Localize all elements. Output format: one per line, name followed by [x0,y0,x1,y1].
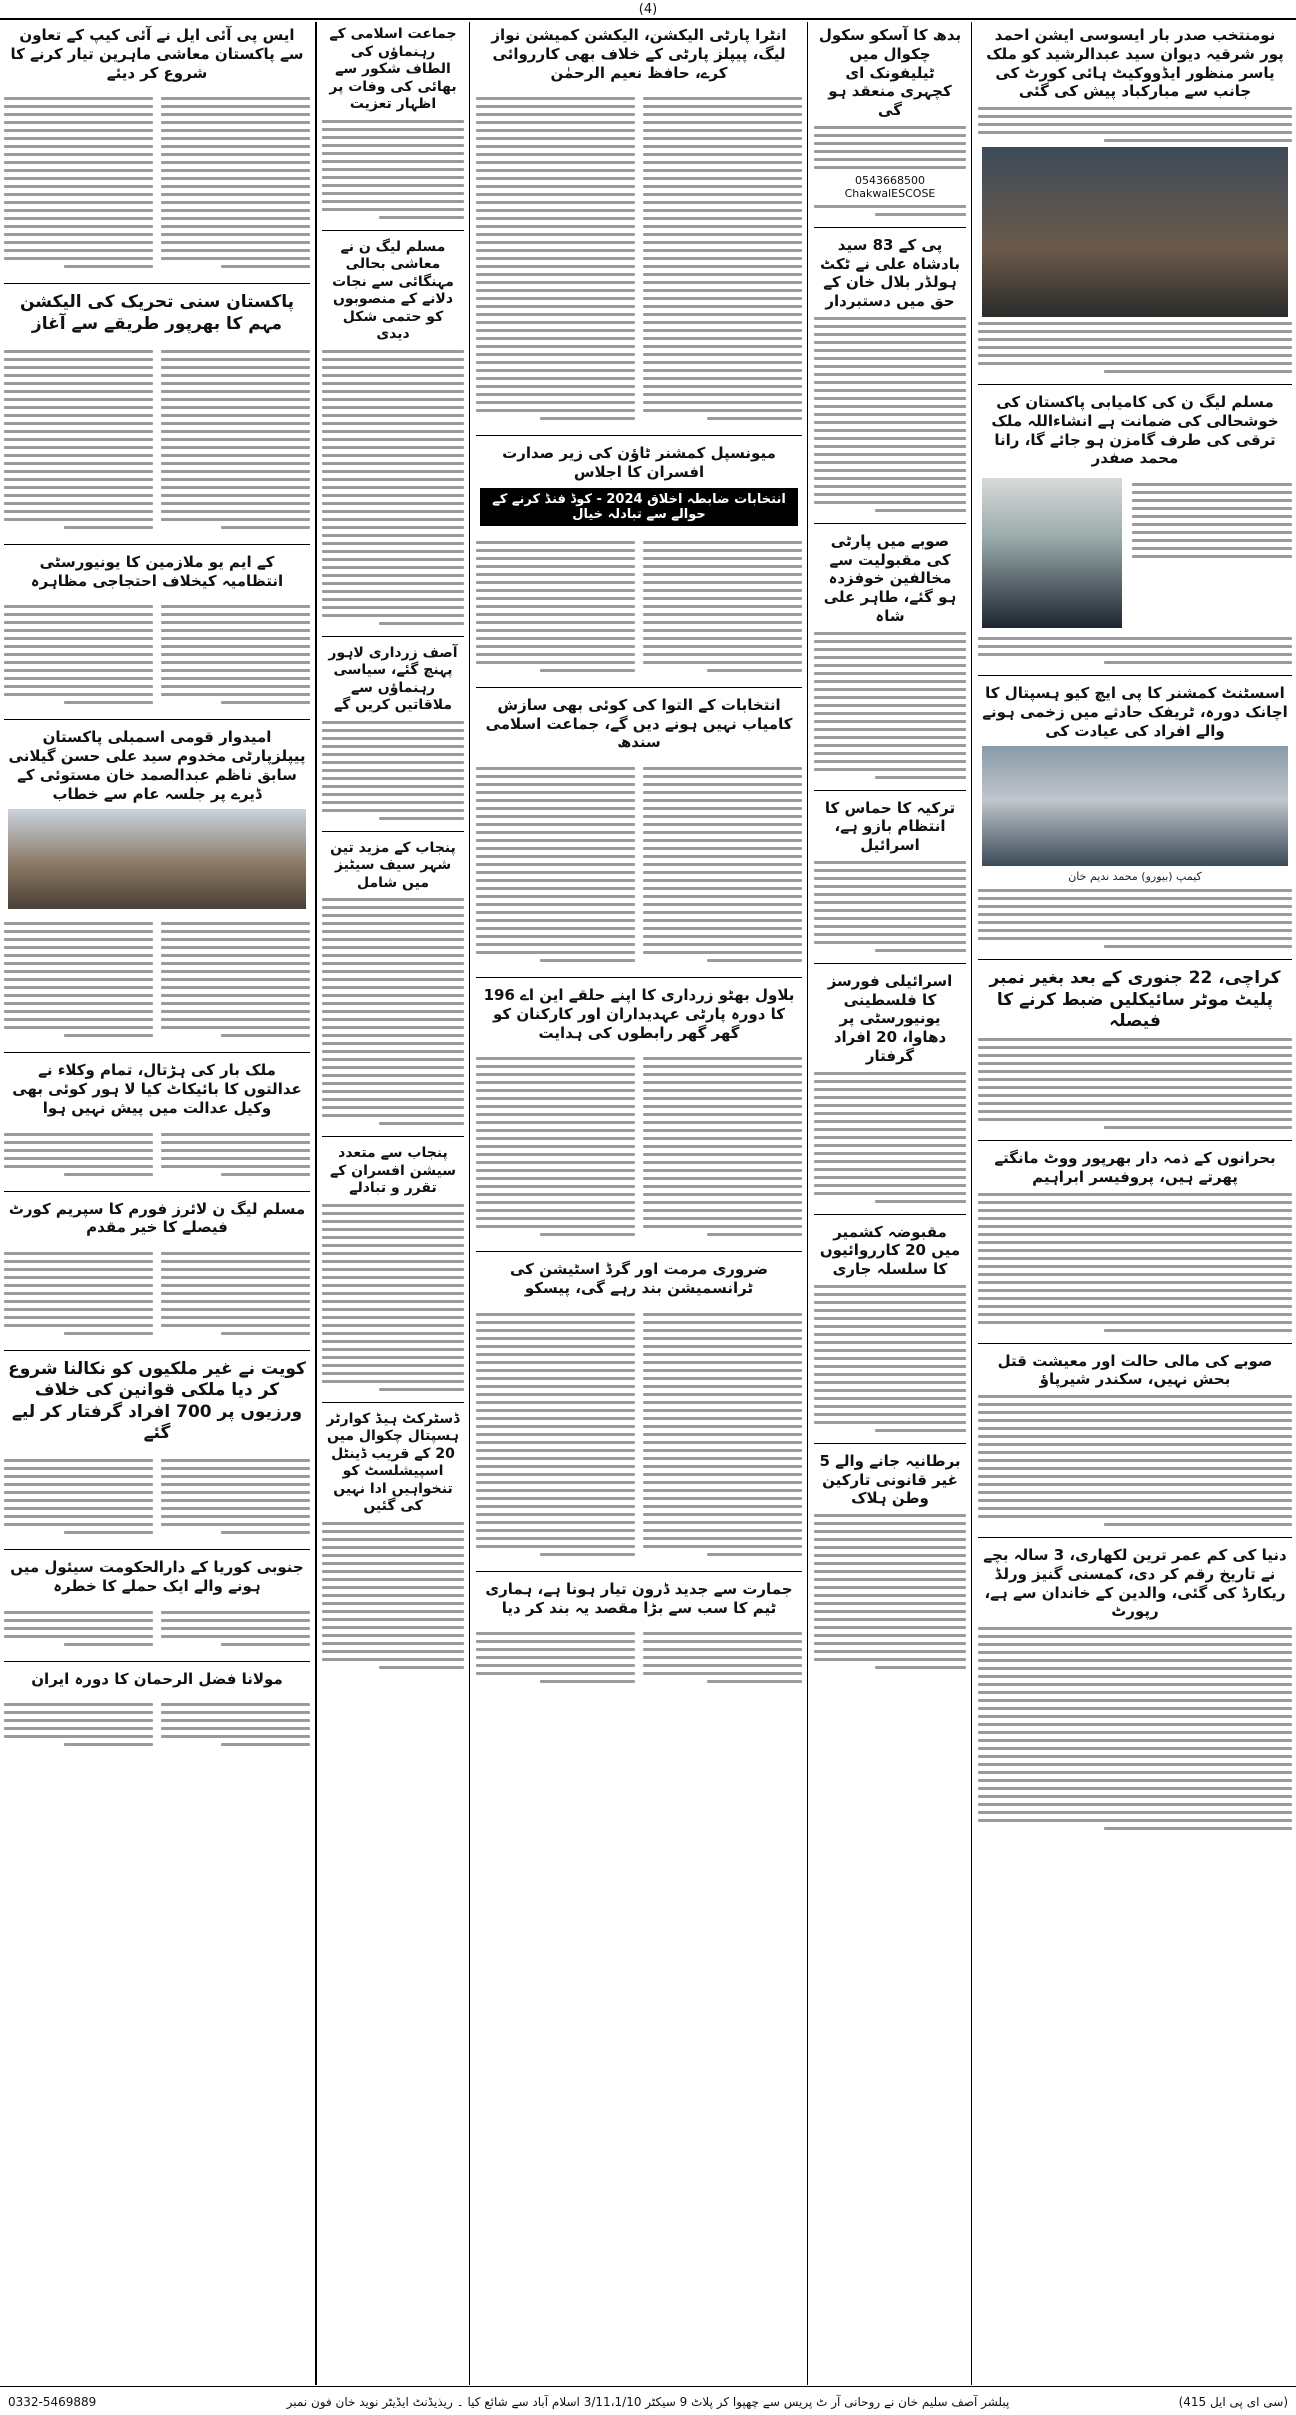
story [4,1359,310,1550]
headline: بلاول بھٹو زرداری کا اپنے حلقے این اے 196 کا دورہ پارٹی عہدیداران اور کارکنان کو گھر گھر رابطوں کی ہدایت [483,986,795,1042]
headline: جنوبی کوریا کے دارالحکومت سیئول میں ہونے والے ایک حملے کا خطرہ [10,1558,304,1595]
body-text [476,762,635,967]
headline: اسرائیلی فورسز کا فلسطینی یونیورسٹی پر دھاوا، 20 افراد گرفتار [827,971,953,1065]
body-text [978,637,1292,664]
story [814,236,966,524]
body-text [814,861,966,952]
body-text [978,1038,1292,1129]
story [4,728,310,1053]
body-text [476,92,635,425]
body-text [978,1627,1292,1830]
body-text [161,1606,310,1651]
story [476,696,802,978]
body-text [322,120,464,219]
body-text [161,345,310,534]
headline: میونسپل کمشنر ٹاؤن کی زیر صدارت افسران کا اجلاس [502,444,776,481]
headline: اسسٹنٹ کمشنر کا پی ایچ کیو ہسپتال کا اچانک دورہ، ٹریفک حادثے میں زخمی ہونے والے افراد کی عیادت کی [982,684,1288,740]
contact-email: ChakwalESCOSE [844,186,936,200]
body-text [643,1308,802,1561]
story [4,1670,310,1762]
headline: صوبے کی مالی حالت اور معیشت قتل بحش نہیں، سکندر شیرپاؤ [997,1351,1273,1389]
body-text [4,1606,153,1651]
headline: امیدوار قومی اسمبلی پاکستان پیپلزپارٹی مخدوم سید علی حسن گیلانی سابق ناظم عبدالصمد خان مستوئی کے ڈیرے پر جلسہ عام سے خطاب [8,728,306,803]
body-text [161,1454,310,1539]
body-text [476,1308,635,1561]
highlight-strip: انتخابات ضابطہ اخلاق 2024 - کوڈ فنڈ کرنے کے حوالے سے تبادلہ خیال [480,488,798,526]
story [814,1223,966,1444]
headline: انٹرا پارٹی الیکشن، الیکشن کمیشن نواز لیگ، پیپلز پارٹی کے خلاف بھی کارروائی کرے، حافظ نعیم الرحمٰن [491,26,787,82]
body-text [814,126,966,169]
body-text [161,92,310,273]
body-text [476,536,635,677]
story [814,532,966,791]
headline: پنجاب کے مزید تین شہر سیف سیٹیز میں شامل [330,839,456,891]
photo-hospital-visit [982,746,1288,866]
photo-portrait [982,478,1122,628]
body-text [4,1454,153,1539]
story [978,1149,1292,1344]
body-text [161,1128,310,1181]
story [978,684,1292,960]
story [322,840,464,1138]
headline: جمارت سے جدید ڈرون تیار ہونا ہے، ہماری ٹیم کا سب سے بڑا مقصد یہ بند کر دیا [485,1579,793,1617]
body-text [4,1247,153,1340]
story [476,1260,802,1572]
headline: پاکستان سنی تحریک کی الیکشن مہم کا بھرپور طریقے سے آغاز [19,292,295,334]
body-text [161,1698,310,1751]
headline: ڈسٹرکٹ ہیڈ کوارٹر ہسپتال چکوال میں 20 کے قریب ڈینٹل اسپیشلسٹ کو تنخواہیں ادا نہیں کی گئیں [326,1410,460,1514]
body-text [643,1627,802,1688]
headline: بدھ کا آسکو سکول چکوال میں ٹیلیفونک ای کچہری منعقد ہو گی [818,26,962,119]
body-text [322,350,464,625]
headline: کے ایم یو ملازمین کا یونیورسٹی انتظامیہ کیخلاف احتجاجی مظاہرہ [30,552,284,590]
story [476,26,802,436]
body-text [4,1698,153,1751]
column-divider [316,22,317,2385]
column-divider [807,22,808,2385]
headline: نومنتخب صدر بار ایسوسی ایشن احمد پور شرقیہ دیوان سید عبدالرشید کو ملک یاسر منظور ایڈووکیٹ ہائی کورٹ کی جانب سے مبارکباد پیش کی گئی [986,26,1284,101]
publication-code: (سی ای پی ایل 415) [1178,2395,1288,2409]
story [814,1452,966,1680]
contact-phone: 0543668500 [855,173,925,187]
body-text [476,1627,635,1688]
story [322,1411,464,1680]
story [814,972,966,1215]
story [4,1200,310,1352]
story [4,26,310,284]
headline: مسلم لیگ ن کی کامیابی پاکستان کی خوشحالی کی ضمانت ہے انشاءاللہ ملک ترقی کی طرف گامزن ہو جائے گا، رانا محمد صفدر [991,393,1279,468]
headline: پی کے 83 سید بادشاہ علی نے ٹکٹ ہولڈر بلال خان کے حق میں دستبردار [819,235,960,310]
body-text [1132,478,1292,628]
body-text [814,1072,966,1203]
body-text [4,92,153,273]
story [978,1546,1292,1841]
footer-rule [0,2386,1296,2387]
headline: ایس پی آئی ایل نے آئی کیپ کے تعاون سے پاکستان معاشی ماہرین تیار کرنے کا شروع کر دیئے [10,26,304,82]
story [814,26,966,228]
story [814,799,966,964]
headline: دنیا کی کم عمر ترین لکھاری، 3 سالہ بچے نے تاریخ رقم کر دی، کمسنی گنیز ورلڈ ریکارڈ کی گئی، والدین کے خاندان سے ہے، رپورٹ [983,1546,1287,1621]
story [322,645,464,832]
photo-two-men-garlands [982,147,1288,317]
body-text [322,721,464,820]
headline: کراچی، 22 جنوری کے بعد بغیر نمبر پلیٹ موٹر سائیکلیں ضبط کرنے کا فیصلہ [989,968,1281,1031]
body-text [322,1522,464,1669]
story [322,26,464,231]
story [4,292,310,545]
body-text [161,600,310,709]
headline: ضروری مرمت اور گرڈ اسٹیشن کی ٹرانسمیشن بند رہے گی، پیسکو [509,1260,769,1297]
body-text [643,536,802,677]
headline: مقبوضہ کشمیر میں 20 کارروائیوں کا سلسلہ جاری [819,1222,961,1278]
story [4,1558,310,1662]
body-text [161,917,310,1042]
story [978,968,1292,1141]
story [978,26,1292,385]
story [978,393,1292,676]
body-text [814,1514,966,1669]
column-3 [472,22,806,2385]
page-number: (4) [638,2,658,17]
body-text [4,600,153,709]
imprint-footer [0,2395,1296,2409]
photo-rally-crowd [8,809,306,909]
headline: برطانیہ جانے والے 5 غیر قانونی تارکین وطن ہلاک [819,1451,961,1508]
body-text [814,317,966,512]
body-text [978,889,1292,948]
body-text [814,205,966,216]
body-text [643,762,802,967]
headline: پنجاب سے متعدد سیشن افسران کے تقرر و تبادلے [329,1145,457,1196]
body-text [978,1193,1292,1332]
photo-caption: کیمپ (بیورو) محمد ندیم خان [1068,870,1202,884]
story [322,239,464,637]
story [978,1352,1292,1539]
column-divider [971,22,972,2385]
body-text [978,107,1292,142]
headline: صوبے میں پارٹی کی مقبولیت سے مخالفین خوفزدہ ہو گئے، طاہر علی شاہ [823,531,957,625]
column-2 [318,22,468,2385]
column-5 [974,22,1296,2385]
story [4,1061,310,1191]
headline: ملک بار کی ہڑتال، تمام وکلاء نے عدالتوں کا بائیکاٹ کیا لا ہور کوئی بھی وکیل عدالت میں پیش نہیں ہوا [12,1061,302,1117]
headline: آصف زرداری لاہور پہنچ گئے، سیاسی رہنماؤں سے ملاقاتیں کریں گے [328,644,458,713]
body-text [322,898,464,1125]
body-text [978,322,1292,373]
headline: مسلم لیگ ن نے معاشی بحالی مہنگائی سے نجات دلانے کے منصوبوں کو حتمی شکل دیدی [332,238,454,342]
body-text [4,345,153,534]
body-text [814,632,966,779]
story [476,444,802,688]
imprint-phone: 0332-5469889 [8,2395,97,2409]
body-text [476,1052,635,1241]
story [4,553,310,721]
story [322,1145,464,1403]
headline: جماعت اسلامی کے رہنماؤں کی الطاف شکور سے بھائی کی وفات پر اظہار تعزیت [329,26,457,112]
body-text [4,1128,153,1181]
body-text [161,1247,310,1340]
headline: ترکیہ کا حماس کا انتظام بازو ہے، اسرائیل [824,798,956,854]
story [476,986,802,1252]
body-text [322,1204,464,1391]
headline: انتخابات کے التوا کی کوئی بھی سازش کامیاب نہیں ہونے دیں گے، جماعت اسلامی سندھ [485,695,793,752]
column-1 [0,22,314,2385]
body-text [814,1285,966,1432]
headline: مولانا فضل الرحمان کا دورہ ایران [31,1669,283,1688]
story [476,1580,802,1699]
body-text [643,92,802,425]
headline: مسلم لیگ ن لائرز فورم کا سپریم کورٹ فیصلے کا خیر مقدم [8,1199,306,1237]
imprint-text: پبلشر آصف سلیم خان نے روحانی آر ٹ پریس سے چھپوا کر پلاٹ 9 سیکٹر 3/11،1/10 اسلام آباد سے شائع کیا ۔ ریذیڈنٹ ایڈیٹر نوید خان فون نمبر [286,2395,1010,2409]
body-text [643,1052,802,1241]
headline: بحرانوں کے ذمہ دار بھرپور ووٹ مانگتے پھرتے ہیں، پروفیسر ابراہیم [994,1149,1276,1186]
body-text [978,1395,1292,1526]
top-rule [0,18,1296,20]
headline: کویت نے غیر ملکیوں کو نکالنا شروع کر دیا ملکی قوانین کی خلاف ورزیوں پر 700 افراد گرفتار کر لیے گئے [8,1359,306,1443]
column-divider [469,22,470,2385]
body-text [4,917,153,1042]
column-4 [810,22,970,2385]
